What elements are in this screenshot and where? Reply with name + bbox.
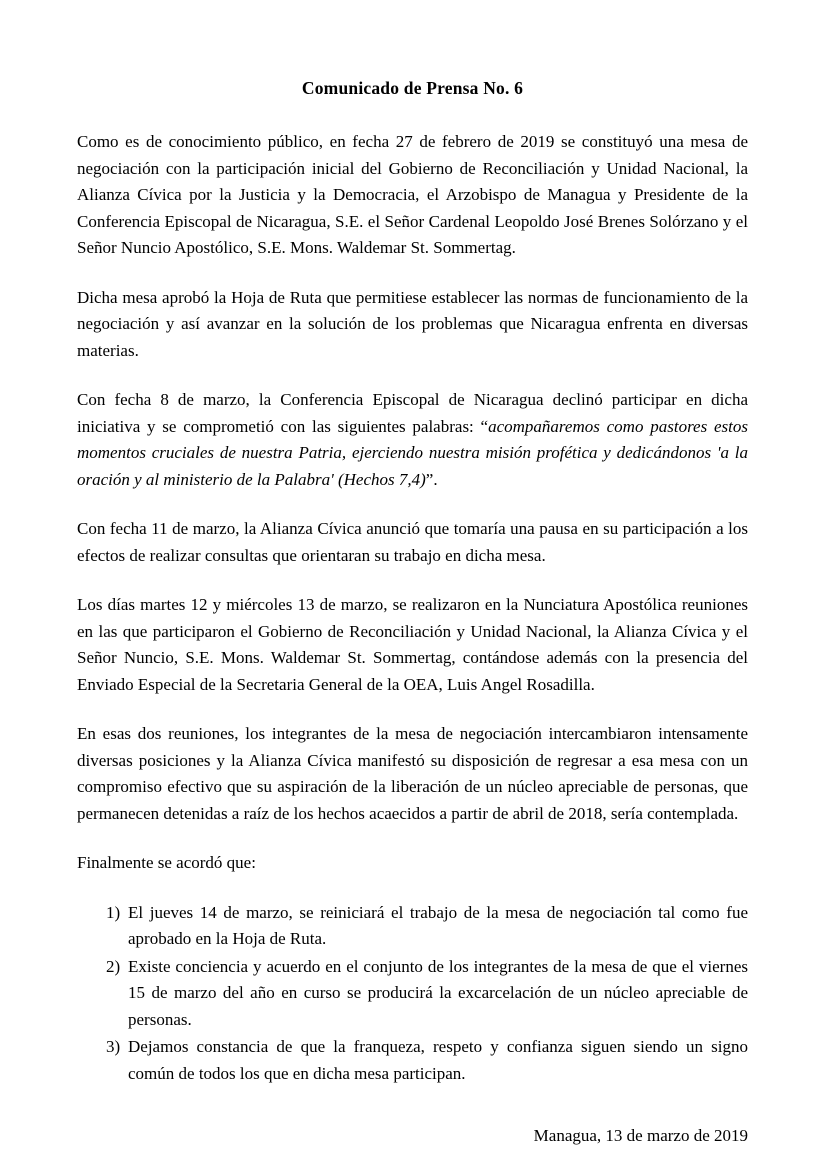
list-item-text: El jueves 14 de marzo, se reiniciará el trabajo de la mesa de negociación tal como fue aprobado en la Hoja de Ruta. bbox=[128, 902, 748, 948]
page-title: Comunicado de Prensa No. 6 bbox=[301, 78, 524, 98]
paragraph-4: Los días martes 12 y miércoles 13 de marzo, se realizaron en la Nunciatura Apostólica reuniones en las que participaron el Gobierno de Reconciliación y Unidad Nacional, la Alianza Cívica y el Señor Nuncio, S.E. Mons. Waldemar St. Sommertag, contándose además con la presencia del Enviado Especial de la Secretaria General de la OEA, Luis Angel Rosadilla. bbox=[77, 595, 748, 694]
list-item-marker: 2) bbox=[106, 956, 121, 976]
paragraph-5: En esas dos reuniones, los integrantes de la mesa de negociación intercambiaron intensamente diversas posiciones y la Alianza Cívica manifestó su disposición de regresar a esa mesa con un compromiso efectivo que su aspiración de la liberación de un núcleo apreciable de personas, que permanecen detenidas a raíz de los hechos acaecidos a partir de abril de 2018, sería contemplada. bbox=[77, 724, 748, 823]
quote-lead-text: Con fecha 8 de marzo, la Conferencia Episcopal de Nicaragua declinó participar en dicha iniciativa y se comprometió con las siguientes palabras: “ bbox=[77, 390, 748, 436]
list-item bbox=[77, 1034, 748, 1087]
list-item bbox=[77, 954, 748, 1034]
paragraph-2: Dicha mesa aprobó la Hoja de Ruta que permitiese establecer las normas de funcionamiento de la negociación y así avanzar en la solución de los problemas que Nicaragua enfrenta en diversas materias. bbox=[77, 287, 748, 360]
paragraph-closing-lead: Finalmente se acordó que: bbox=[77, 853, 256, 872]
list-item bbox=[77, 900, 748, 953]
list-item-text: Existe conciencia y acuerdo en el conjunto de los integrantes de la mesa de que el viernes 15 de marzo del año en curso se producirá la excarcelación de un núcleo apreciable de personas. bbox=[128, 956, 748, 1029]
agreements-list bbox=[77, 900, 748, 1088]
list-item-marker: 3) bbox=[106, 1037, 121, 1056]
quote-italic-text: acompañaremos como pastores estos momentos cruciales de nuestra Patria, ejerciendo nuestra misión profética y dedicándonos 'a la oración y al ministerio de la Palabra' (Hechos 7,4) bbox=[77, 416, 748, 489]
paragraph-1: Como es de conocimiento público, en fecha 27 de febrero de 2019 se constituyó una mesa de negociación con la participación inicial del Gobierno de Reconciliación y Unidad Nacional, la Alianza Cívica por la Justicia y la Democracia, el Arzobispo de Managua y Presidente de la Conferencia Episcopal de Nicaragua, S.E. el Señor Cardenal Leopoldo José Brenes Solórzano y el Señor Nuncio Apostólico, S.E. Mons. Waldemar St. Sommertag. bbox=[77, 132, 748, 257]
paragraph-3: Con fecha 11 de marzo, la Alianza Cívica anunció que tomaría una pausa en su participación a los efectos de realizar consultas que orientaran su trabajo en dicha mesa. bbox=[77, 519, 748, 565]
quote-tail-text: ”. bbox=[425, 469, 438, 489]
list-item-text: Dejamos constancia de que la franqueza, respeto y confianza siguen siendo un signo común de todos los que en dicha mesa participan. bbox=[128, 1037, 748, 1083]
list-item-marker: 1) bbox=[106, 902, 121, 922]
document-body bbox=[77, 129, 748, 1150]
dateline: Managua, 13 de marzo de 2019 bbox=[533, 1126, 748, 1145]
paragraph-quote bbox=[77, 387, 748, 493]
